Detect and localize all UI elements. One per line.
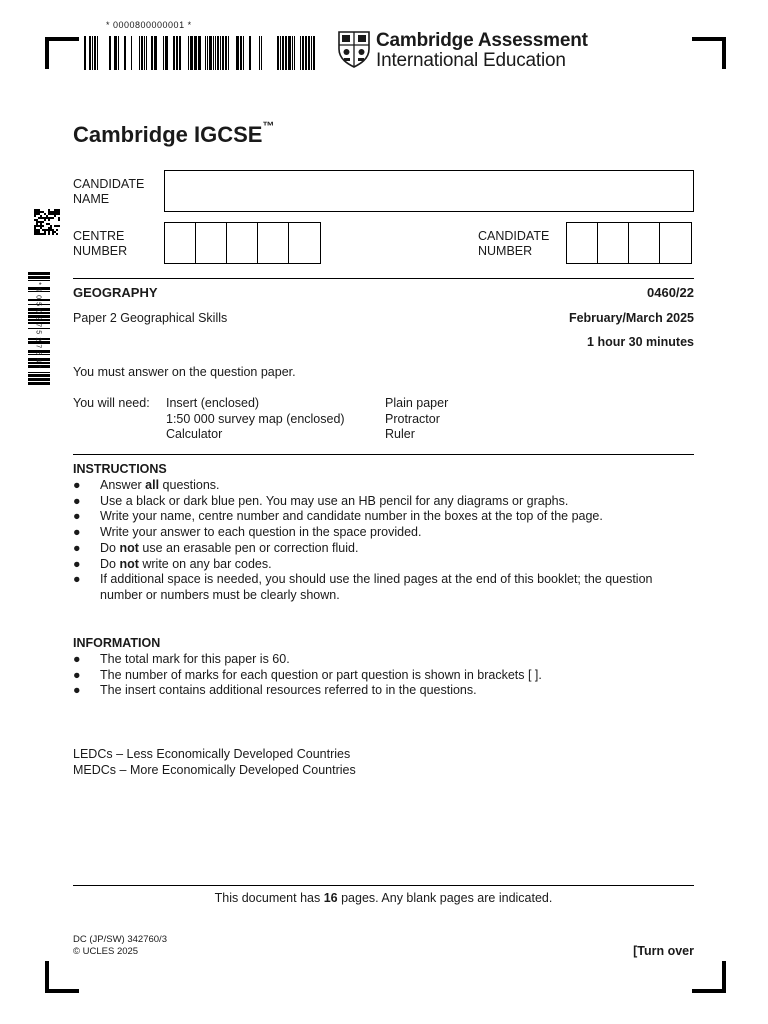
exam-session: February/March 2025 [568,311,694,325]
instruction-text: Do [100,540,120,555]
instruction-text: If additional space is needed, you should use the lined pages at the end of this booklet; the question number or numbers must be clearly shown. [100,572,653,602]
candidate-name-label-line2: NAME [73,192,110,206]
candidate-number-label-line1: CANDIDATE [478,229,550,243]
glossary [73,747,356,778]
centre-number-digit-1[interactable] [165,223,196,263]
answer-note: You must answer on the question paper. [73,365,296,379]
equipment-item: 1:50 000 survey map (enclosed) [166,411,345,426]
instruction-item [73,525,694,541]
barcode-top [84,36,316,70]
bullet-icon: ● [73,667,81,682]
page-count-note [73,891,694,905]
instruction-text: write on any bar codes. [138,556,272,571]
bullet-icon: ● [73,540,81,555]
instructions-heading: INSTRUCTIONS [73,462,167,476]
candidate-number-boxes [566,222,692,264]
candidate-name-label [73,177,144,207]
instruction-emphasis: not [119,540,139,555]
qualification-title-text: Cambridge IGCSE [73,122,263,147]
candidate-number-digit-2[interactable] [598,223,629,263]
bullet-icon: ● [73,509,81,524]
information-text: The total mark for this paper is 60. [100,652,290,666]
equipment-list-1 [166,396,345,443]
glossary-item: LEDCs – Less Economically Developed Countries [73,747,351,761]
side-barcode-code: * 9 0 5 0 2 7 5 2 7 5 4 * [34,282,42,369]
centre-number-label-line2: NUMBER [73,244,128,258]
candidate-number-label-line2: NUMBER [478,244,533,258]
centre-number-digit-2[interactable] [196,223,227,263]
syllabus-code: 0460/22 [647,285,694,300]
centre-number-digit-5[interactable] [289,223,320,263]
trademark-symbol: ™ [262,118,275,133]
instruction-text: Use a black or dark blue pen. You may use an HB pencil for any diagrams or graphs. [100,493,569,508]
candidate-number-digit-1[interactable] [567,223,598,263]
equipment-item: Insert (enclosed) [166,396,260,410]
instruction-text: questions. [159,478,220,492]
equipment-item: Plain paper [385,396,449,410]
corner-mark-bottom-right [692,961,726,993]
instruction-item [73,509,694,525]
bullet-icon: ● [73,478,81,492]
reference-code: DC (JP/SW) 342760/3 [73,934,167,945]
bullet-icon: ● [73,525,81,540]
divider-footer [73,885,694,886]
divider-top [73,278,694,279]
bullet-icon: ● [73,572,81,587]
centre-number-label [73,229,127,259]
equipment-label: You will need: [73,396,150,410]
barcode-number: * 0000800000001 * [106,20,192,30]
candidate-number-digit-4[interactable] [660,223,691,263]
information-heading: INFORMATION [73,636,161,650]
bullet-icon: ● [73,683,81,698]
instruction-emphasis: all [145,478,160,492]
equipment-item: Protractor [385,411,440,426]
instruction-text: Do [100,556,120,571]
corner-mark-top-right [692,37,726,69]
information-text: The insert contains additional resources referred to in the questions. [100,683,477,698]
copyright-notice: © UCLES 2025 [73,946,139,957]
centre-number-digit-4[interactable] [258,223,289,263]
information-text: The number of marks for each question or part question is shown in brackets [ ]. [100,667,542,682]
barcode-side [28,272,62,386]
exam-duration: 1 hour 30 minutes [587,335,694,349]
subject-name: GEOGRAPHY [73,285,158,300]
organisation-name [376,31,588,71]
page-count-number: 16 [323,891,338,905]
instruction-text: Write your answer to each question in the space provided. [100,525,422,540]
candidate-name-label-line1: CANDIDATE [73,177,145,191]
crest-logo-icon [338,31,370,68]
instruction-item [73,494,694,510]
instruction-text: Write your name, centre number and candidate number in the boxes at the top of the page. [100,509,603,524]
organisation-name-line2: International Education [376,50,566,71]
corner-mark-top-left [45,37,79,69]
bullet-icon: ● [73,652,81,666]
information-item [73,683,694,699]
bullet-icon: ● [73,493,81,508]
instruction-item [73,572,694,603]
instructions-list [73,478,694,604]
information-item [73,652,694,668]
qr-code [34,209,60,235]
instruction-item [73,478,694,494]
instruction-item [73,541,694,557]
information-item [73,668,694,684]
document-reference [73,934,167,958]
information-list [73,652,694,699]
glossary-item: MEDCs – More Economically Developed Countries [73,762,356,777]
instruction-item [73,557,694,573]
page-count-text: This document has [214,891,324,905]
divider-middle [73,454,694,455]
instruction-emphasis: not [119,556,139,571]
bullet-icon: ● [73,556,81,571]
centre-number-label-line1: CENTRE [73,229,125,243]
qualification-title [73,118,275,148]
corner-mark-bottom-left [45,961,79,993]
equipment-item: Calculator [166,427,223,442]
candidate-name-input[interactable] [164,170,694,212]
instruction-text: use an erasable pen or correction fluid. [138,540,359,555]
organisation-name-line1: Cambridge Assessment [376,30,588,51]
paper-title: Paper 2 Geographical Skills [73,311,228,325]
candidate-number-digit-3[interactable] [629,223,660,263]
turn-over-note: [Turn over [633,944,694,958]
equipment-list-2 [385,396,448,443]
candidate-number-label [478,229,549,259]
centre-number-digit-3[interactable] [227,223,258,263]
equipment-item: Ruler [385,427,415,442]
centre-number-boxes [164,222,321,264]
page-count-text: pages. Any blank pages are indicated. [337,891,553,905]
instruction-text: Answer [100,478,146,492]
